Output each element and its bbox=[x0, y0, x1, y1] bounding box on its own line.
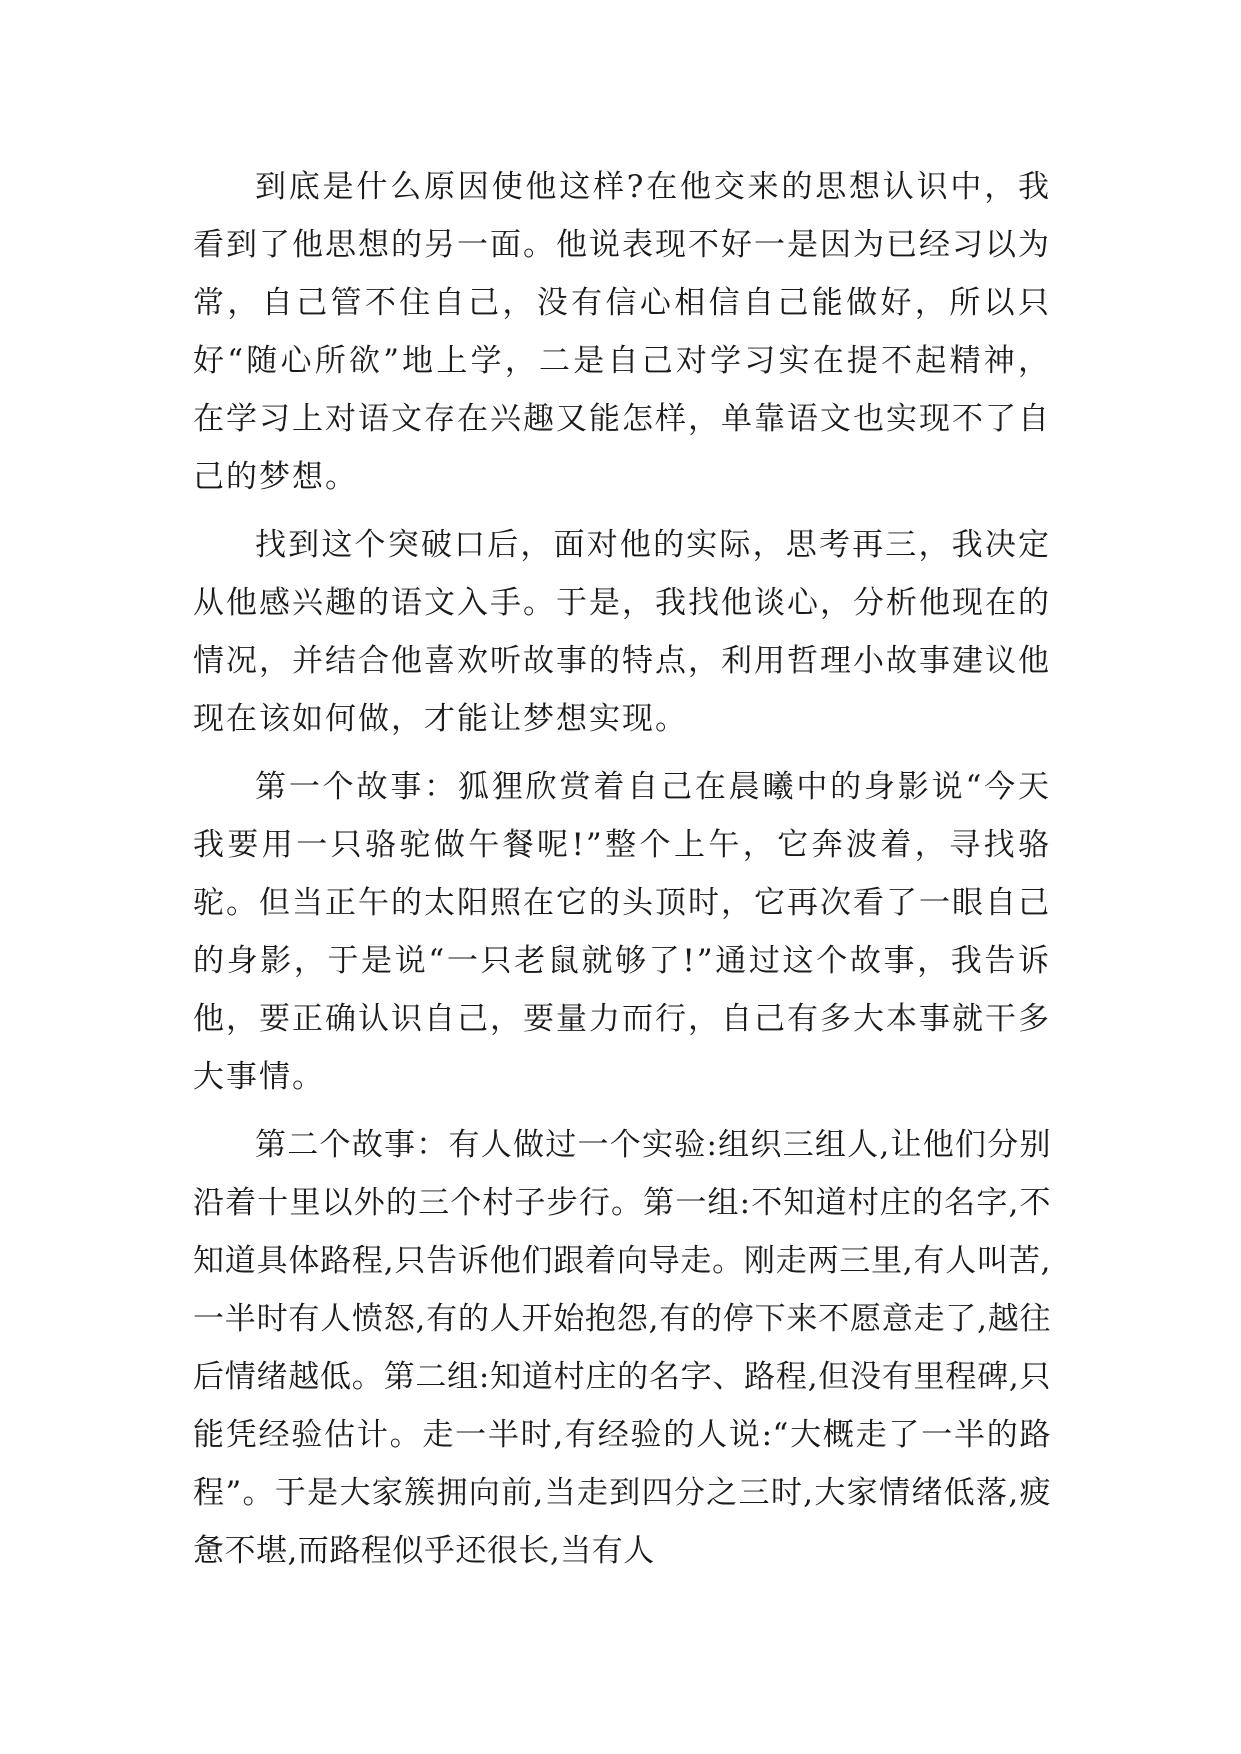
paragraph-story-two: 第二个故事：有人做过一个实验:组织三组人,让他们分别沿着十里以外的三个村子步行。第一组:不知道村庄的名字,不知道具体路程,只告诉他们跟着向导走。刚走两三里,有人叫苦,一半时有人愤怒,有的人开始抱怨,有的停下来不愿意走了,越往后情绪越低。第二组:知道村庄的名字、路程,但没有里程碑,只能凭经验估计。走一半时,有经验的人说:“大概走了一半的路程”。于是大家簇拥向前,当走到四分之三时,大家情绪低落,疲惫不堪,而路程似乎还很长,当有人 bbox=[193, 1127, 1051, 1569]
paragraph-reason: 到底是什么原因使他这样?在他交来的思想认识中，我看到了他思想的另一面。他说表现不好一是因为已经习以为常，自己管不住自己，没有信心相信自己能做好，所以只好“随心所欲”地上学，二是自己对学习实在提不起精神，在学习上对语文存在兴趣又能怎样，单靠语文也实现不了自己的梦想。 bbox=[193, 169, 1051, 495]
paragraph-story-one: 第一个故事：狐狸欣赏着自己在晨曦中的身影说“今天我要用一只骆驼做午餐呢!”整个上午，它奔波着，寻找骆驼。但当正午的太阳照在它的头顶时，它再次看了一眼自己的身影，于是说“一只老鼠就够了!”通过这个故事，我告诉他，要正确认识自己，要量力而行，自己有多大本事就干多大事情。 bbox=[193, 769, 1051, 1095]
paragraph-breakthrough: 找到这个突破口后，面对他的实际，思考再三，我决定从他感兴趣的语文入手。于是，我找他谈心，分析他现在的情况，并结合他喜欢听故事的特点，利用哲理小故事建议他现在该如何做，才能让梦想实现。 bbox=[193, 527, 1051, 737]
document-page bbox=[193, 158, 1051, 1590]
